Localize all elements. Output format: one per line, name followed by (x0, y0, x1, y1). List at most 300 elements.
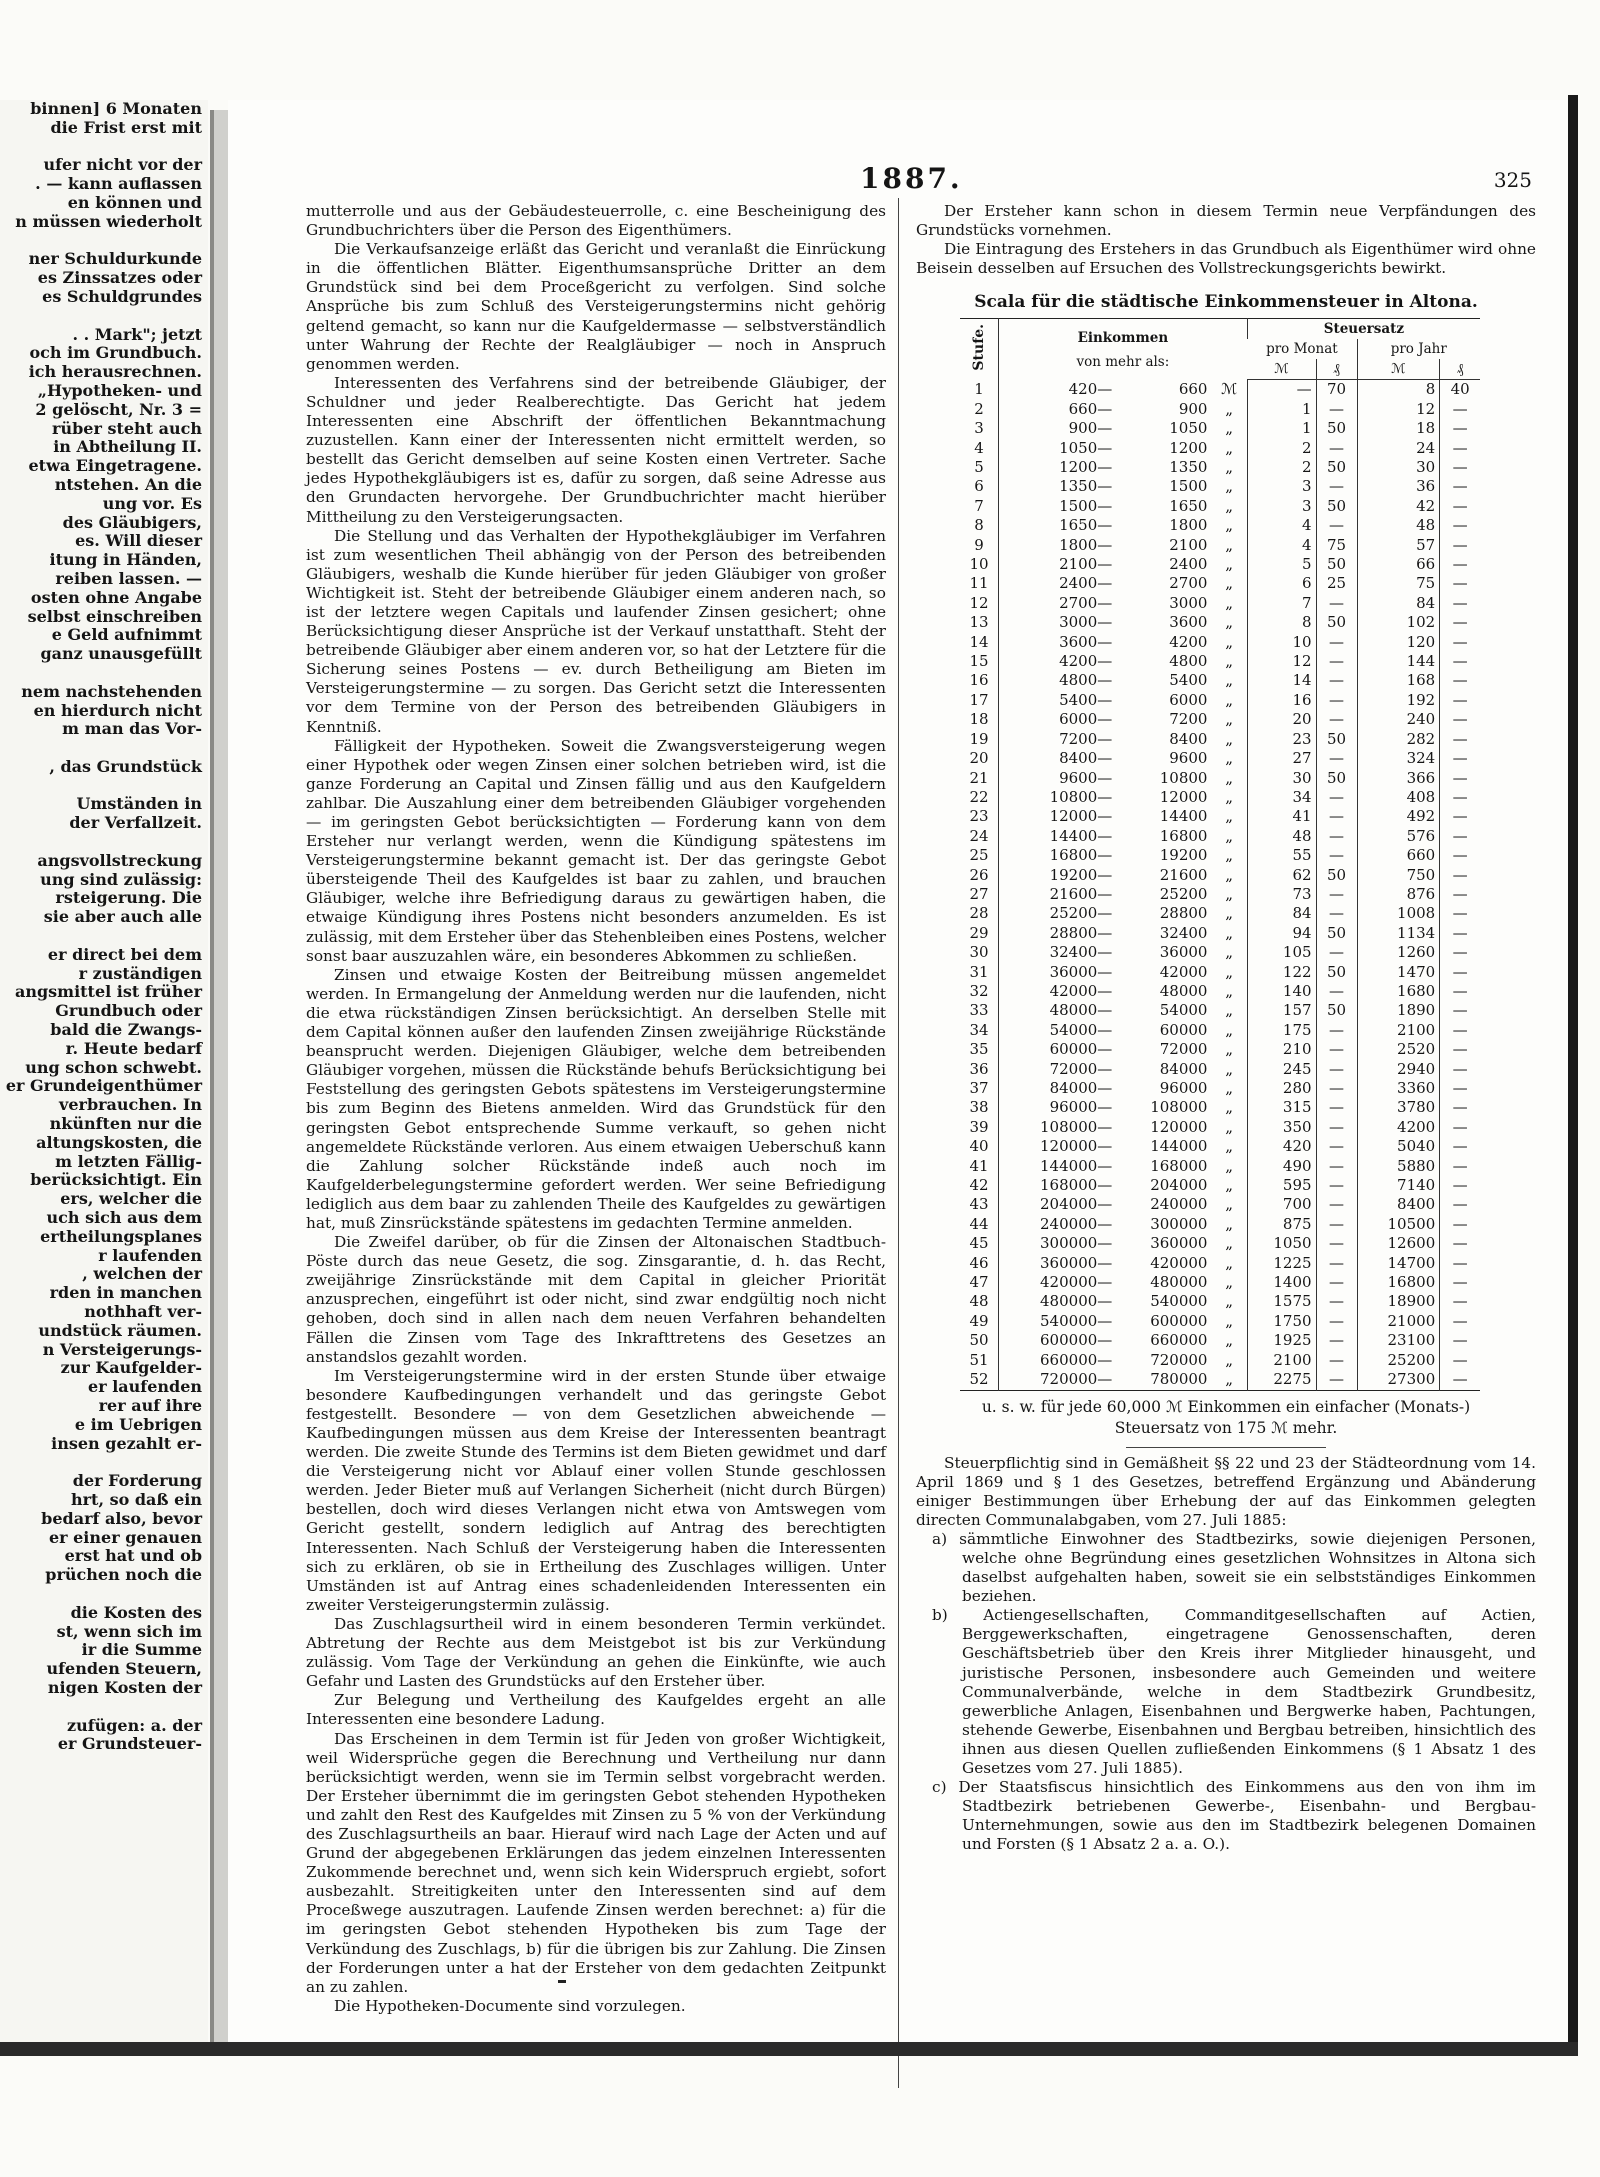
table-cell: — (1440, 710, 1480, 729)
table-cell: 1350— (999, 477, 1117, 496)
table-cell: 660 (1178, 380, 1208, 399)
table-cell: „ (1225, 593, 1233, 612)
left-page-fragment (0, 100, 208, 2045)
table-cell: 34 (1247, 788, 1316, 807)
left-page-line: ufer nicht vor der (43, 155, 202, 175)
table-cell: 3780 (1357, 1098, 1440, 1117)
table-cell: 60000 (1159, 1020, 1208, 1039)
left-page-line: ers, welcher die (60, 1189, 202, 1209)
paragraph: Das Erscheinen in dem Termin ist für Jeden von großer Wichtigkeit, weil Widersprüche gegen die Berechnung und Vertheilung nur dann berücksichtigt werden, wenn sie im Termin selbst vorgebracht werden. Der Ersteher übernimmt die im geringsten Gebot stehenden Hypotheken und zahlt den Rest des Kaufgeldes mit Zinsen zu 5 % von der Verkündung des Zuschlagsurtheils an baar. Hierauf wird nach Lage der Acten und auf Grund der abgegebenen Erklärungen das jedem einzelnen Interessenten Zukommende berechnet und, wenn sich kein Widerspruch ergiebt, sofort ausbezahlt. Streitigkeiten unter den Interessenten sind auf dem Proceßwege auszutragen. Laufende Zinsen werden berechnet: a) für die im geringsten Gebot stehenden Hypotheken bis zum Tage der Verkündung des Zuschlags, b) für die übrigen bis zur Zahlung. Die Zinsen der Forderungen unter a hat der Ersteher von dem gedachten Zeitpunkt an zu zahlen. (306, 1729, 886, 1996)
table-cell: — (1316, 1040, 1357, 1059)
table-cell: 96000 (1159, 1079, 1208, 1097)
table-cell: 2 (1247, 439, 1316, 458)
left-page-line (0, 232, 208, 251)
table-cell: — (1316, 1060, 1357, 1079)
table-row (960, 846, 1480, 865)
table-cell: „ (1225, 690, 1233, 709)
table-cell: 28 (969, 904, 989, 923)
table-cell: 11 (969, 574, 989, 593)
table-cell: 660000 (1150, 1331, 1208, 1350)
table-cell: 280 (1247, 1079, 1316, 1098)
table-cell: 50 (1316, 458, 1357, 477)
table-cell: 26 (969, 865, 989, 884)
table-cell: 50 (1316, 613, 1357, 632)
table-cell: — (1316, 1079, 1357, 1098)
table-cell: 6 (974, 477, 984, 496)
table-cell: „ (1225, 1059, 1233, 1078)
table-cell: 1750 (1247, 1312, 1316, 1331)
table-row (960, 691, 1480, 710)
table-cell: — (1316, 982, 1357, 1001)
table-cell: 108000 (1150, 1098, 1208, 1117)
table-cell: „ (1225, 865, 1233, 884)
table-row (960, 1098, 1480, 1117)
left-page-line: 2 gelöscht, Nr. 3 = (35, 399, 202, 419)
book-gutter (210, 110, 228, 2050)
table-cell: 36000 (1159, 943, 1208, 962)
table-row (960, 1215, 1480, 1234)
table-cell: 66 (1357, 555, 1440, 574)
left-page-line: r laufenden (98, 1245, 202, 1265)
left-page-line: angsmittel ist früher (14, 982, 202, 1002)
table-cell: 3600— (999, 633, 1117, 652)
col-header-stufe: Stufe. (971, 324, 987, 371)
table-cell: 28800 (1159, 904, 1208, 923)
table-cell: 144000— (999, 1157, 1117, 1176)
table-cell: — (1316, 516, 1357, 535)
table-cell: „ (1225, 768, 1233, 787)
table-cell: 1575 (1247, 1292, 1316, 1311)
table-cell: — (1440, 1060, 1480, 1079)
table-row (960, 1040, 1480, 1059)
table-cell: — (1316, 710, 1357, 729)
table-cell: 4800 (1169, 652, 1208, 671)
table-cell: „ (1225, 555, 1233, 574)
table-cell: „ (1225, 1253, 1233, 1272)
table-cell: 18900 (1357, 1292, 1440, 1311)
table-cell: 12000— (999, 807, 1117, 826)
table-cell: „ (1225, 574, 1233, 593)
table-cell: „ (1225, 710, 1233, 729)
table-cell: — (1316, 846, 1357, 865)
table-cell: 315 (1247, 1098, 1316, 1117)
table-cell: 1050— (999, 439, 1117, 458)
table-cell: 25200 (1357, 1351, 1440, 1370)
table-cell: 2700 (1169, 574, 1208, 593)
left-page-line: er einer genauen (48, 1527, 202, 1547)
left-page-line: nigen Kosten der (47, 1677, 202, 1697)
table-cell: 12 (969, 593, 989, 612)
table-cell: 1800— (999, 536, 1117, 555)
table-cell: 1500 (1169, 477, 1208, 496)
table-cell: 48 (1357, 516, 1440, 535)
table-cell: 20 (969, 749, 989, 768)
table-cell: 16800— (999, 846, 1117, 865)
table-cell: — (1247, 380, 1316, 400)
table-row (960, 963, 1480, 982)
left-page-line: e Geld aufnimmt (51, 625, 202, 645)
left-page-line: bedarf also, bevor (41, 1508, 202, 1528)
table-cell: — (1440, 749, 1480, 768)
table-cell: — (1440, 943, 1480, 962)
table-cell: — (1440, 1137, 1480, 1156)
table-cell: 175 (1247, 1021, 1316, 1040)
table-row (960, 924, 1480, 943)
table-cell: 600000 (1150, 1311, 1208, 1330)
table-cell: — (1316, 477, 1357, 496)
table-cell: 144000 (1150, 1137, 1208, 1156)
table-cell: 42000 (1159, 962, 1208, 981)
table-cell: 660000— (999, 1351, 1117, 1370)
left-page-line: hrt, so daß ein (70, 1489, 202, 1509)
table-cell: 48000— (999, 1001, 1117, 1020)
table-cell: — (1440, 691, 1480, 710)
table-cell: 4200 (1357, 1118, 1440, 1137)
table-cell: „ (1225, 904, 1233, 923)
tax-scale-table (960, 318, 1480, 1390)
table-cell: 13 (969, 613, 989, 632)
left-page-line (0, 1698, 208, 1717)
table-cell: 1400 (1247, 1273, 1316, 1292)
table-cell: „ (1225, 1350, 1233, 1369)
table-cell: — (1440, 594, 1480, 613)
table-cell: 1 (974, 380, 984, 399)
table-cell: — (1316, 1118, 1357, 1137)
table-cell: 16 (1247, 691, 1316, 710)
left-page-line: rsteigerung. Die (55, 888, 202, 908)
left-page-line: der Forderung (72, 1471, 202, 1491)
table-cell: „ (1225, 652, 1233, 671)
table-cell: — (1440, 1157, 1480, 1176)
table-row (960, 730, 1480, 749)
col-header-mark: ℳ (1247, 359, 1316, 380)
table-cell: — (1316, 1292, 1357, 1311)
table-cell: „ (1225, 1273, 1233, 1292)
table-cell: 42 (969, 1176, 989, 1195)
left-page-line: es Zinssatzes oder (37, 268, 202, 288)
table-cell: 84000— (999, 1079, 1117, 1098)
table-cell: — (1316, 1098, 1357, 1117)
table-row (960, 1273, 1480, 1292)
table-cell: 14700 (1357, 1254, 1440, 1273)
table-cell: „ (1225, 981, 1233, 1000)
table-row (960, 1234, 1480, 1253)
table-cell: 55 (1247, 846, 1316, 865)
left-page-line (0, 664, 208, 683)
table-cell: 6 (1247, 574, 1316, 593)
table-cell: 27 (969, 884, 989, 903)
table-cell: — (1440, 1292, 1480, 1311)
table-cell: 144 (1357, 652, 1440, 671)
table-row (960, 380, 1480, 400)
paragraph: Zinsen und etwaige Kosten der Beitreibung müssen angemeldet werden. In Ermangelung der Anmeldung werden nur die laufenden, nicht die etwa rückständigen Zinsen berücksichtigt. An derselben Stelle mit dem Capital können außer den laufenden Zinsen zweijährige Rückstände beansprucht werden. Diejenigen Gläubiger, welche dem betreibenden Gläubiger vorgehen, müssen die Rückstände behufs Berücksichtigung bei Feststellung des geringsten Gebots spätestens im Versteigerungstermine bis zum Beginn des Bietens anmelden. Wird das Grundstück für den geringsten Gebot entsprechende Summe verkauft, so gehen nicht angemeldete Rückstände verloren. Aus einem etwaigen Ueberschuß kann die Zahlung solcher Rückstände indeß auch noch im Kaufgelderbelegungstermine gefordert werden. Wer seine Befriedigung lediglich aus dem baar zu zahlenden Theile des Kaufgeldes zu gewärtigen hat, muß Zinsrückstände spätestens im gedachten Termine anmelden. (306, 965, 886, 1232)
left-page-line: selbst einschreiben (27, 606, 202, 626)
table-cell: 420000 (1150, 1253, 1208, 1272)
table-cell: 27 (1247, 749, 1316, 768)
left-page-line (0, 1453, 208, 1472)
left-page-line: , das Grundstück (49, 756, 202, 776)
table-cell: — (1440, 769, 1480, 788)
table-cell: 8400 (1357, 1195, 1440, 1214)
table-cell: 14 (969, 632, 989, 651)
table-cell: — (1440, 1331, 1480, 1350)
left-page-line: Umständen in (76, 794, 202, 814)
table-cell: 480000— (999, 1292, 1117, 1311)
left-page-line: itung in Händen, (49, 550, 202, 570)
table-cell: — (1440, 807, 1480, 826)
table-row (960, 1370, 1480, 1390)
table-cell: 12 (1247, 652, 1316, 671)
table-cell: 19 (969, 729, 989, 748)
table-cell: 300000— (999, 1234, 1117, 1253)
table-cell: 5 (1247, 555, 1316, 574)
table-cell: 24 (1357, 439, 1440, 458)
table-cell: 408 (1357, 788, 1440, 807)
table-cell: 168000— (999, 1176, 1117, 1195)
paragraph: Die Hypotheken-Documente sind vorzulegen. (334, 1996, 686, 2015)
table-cell: 36 (1357, 477, 1440, 496)
table-cell: 2100 (1169, 535, 1208, 554)
table-cell: 3 (1247, 477, 1316, 496)
table-cell: 32 (969, 981, 989, 1000)
table-cell: 1350 (1169, 458, 1208, 476)
table-cell: — (1440, 419, 1480, 438)
table-cell: — (1440, 904, 1480, 923)
table-cell: 3000 (1169, 593, 1208, 612)
table-cell: „ (1225, 962, 1233, 981)
table-cell: 2100 (1247, 1351, 1316, 1370)
table-cell: 12 (1357, 400, 1440, 419)
table-cell: 122 (1247, 963, 1316, 982)
table-cell: 50 (1316, 963, 1357, 982)
left-page-line: binnen] 6 Monaten (30, 100, 202, 118)
table-cell: 360000— (999, 1254, 1117, 1273)
left-page-line: e im Uebrigen (74, 1414, 202, 1434)
table-cell: 4 (974, 438, 984, 457)
table-cell: 4200 (1169, 632, 1208, 651)
table-cell: — (1316, 1273, 1357, 1292)
table-row (960, 516, 1480, 535)
table-cell: — (1440, 1098, 1480, 1117)
table-cell: 2100— (999, 555, 1117, 574)
table-cell: 25200 (1159, 884, 1208, 903)
left-page-line: nothhaft ver- (84, 1302, 202, 1321)
table-cell: 14400— (999, 827, 1117, 846)
table-cell: — (1316, 1195, 1357, 1214)
table-cell: 140 (1247, 982, 1316, 1001)
table-cell: 22 (969, 787, 989, 806)
table-row (960, 982, 1480, 1001)
table-cell: 18 (969, 710, 989, 729)
table-cell: „ (1225, 1234, 1233, 1253)
table-cell: — (1440, 652, 1480, 671)
table-cell: 2400— (999, 574, 1117, 593)
table-cell: — (1316, 943, 1357, 962)
table-cell: 47 (969, 1273, 989, 1292)
left-page-line: r zuständigen (78, 963, 202, 983)
table-row (960, 1118, 1480, 1137)
table-cell: — (1440, 555, 1480, 574)
section-divider (1126, 1447, 1326, 1448)
table-cell: 28800— (999, 924, 1117, 943)
table-cell: 25200— (999, 904, 1117, 923)
table-row (960, 1254, 1480, 1273)
table-cell: 43 (969, 1195, 989, 1214)
table-row (960, 652, 1480, 671)
list-item: a) sämmtliche Einwohner des Stadtbezirks, sowie diejenigen Personen, welche ohne Begründung eines gesetzlichen Wohnsitzes in Altona sich daselbst aufgehalten haben, soweit sie ein selbstständiges Einkommen beziehen. (932, 1529, 1536, 1606)
table-cell: 84 (1357, 594, 1440, 613)
table-cell: — (1440, 633, 1480, 652)
left-page-line: rden in manchen (49, 1283, 202, 1303)
left-page-line: en können und (67, 192, 202, 212)
table-cell: 7 (974, 496, 984, 515)
table-cell: „ (1225, 458, 1233, 476)
table-cell: „ (1225, 632, 1233, 651)
table-cell: 600000— (999, 1331, 1117, 1350)
table-cell: 50 (1316, 1001, 1357, 1020)
table-cell: 72000 (1159, 1040, 1208, 1059)
table-cell: 20 (1247, 710, 1316, 729)
table-cell: — (1440, 613, 1480, 632)
table-cell: 50 (1316, 555, 1357, 574)
table-cell: 1008 (1357, 904, 1440, 923)
table-row (960, 497, 1480, 516)
table-cell: 1500— (999, 497, 1117, 516)
table-cell: 120000— (999, 1137, 1117, 1156)
table-cell: „ (1225, 1214, 1233, 1233)
table-cell: „ (1225, 1117, 1233, 1136)
left-page-line: des Gläubigers, (62, 512, 202, 532)
table-cell: 2400 (1169, 555, 1208, 574)
left-page-line: och im Grundbuch. (29, 343, 202, 363)
table-cell: 192 (1357, 691, 1440, 710)
table-cell: 46 (969, 1253, 989, 1272)
table-cell: — (1440, 477, 1480, 496)
table-cell: 48 (969, 1292, 989, 1311)
table-cell: 168000 (1150, 1156, 1208, 1175)
table-cell: — (1316, 807, 1357, 826)
table-row (960, 613, 1480, 632)
left-page-line: osten ohne Angabe (30, 587, 202, 607)
col-header-steuersatz: Steuersatz (1247, 319, 1480, 340)
table-cell: 32400— (999, 943, 1117, 962)
table-cell: 2100 (1357, 1021, 1440, 1040)
table-cell: — (1316, 1176, 1357, 1195)
table-cell: 9 (974, 535, 984, 554)
left-page-line: etwa Eingetragene. (28, 456, 202, 476)
table-cell: 38 (969, 1098, 989, 1117)
table-cell: 780000 (1150, 1370, 1208, 1389)
table-row (960, 1060, 1480, 1079)
table-cell: 157 (1247, 1001, 1316, 1020)
table-row (960, 419, 1480, 438)
table-cell: 5 (974, 458, 984, 476)
table-cell: 480000 (1150, 1273, 1208, 1292)
table-cell: 540000 (1150, 1292, 1208, 1311)
table-cell: 3 (1247, 497, 1316, 516)
table-row (960, 1021, 1480, 1040)
paragraph: Der Ersteher kann schon in diesem Termin neue Verpfändungen des Grundstücks vornehmen. (916, 202, 1536, 240)
table-row (960, 574, 1480, 593)
page-325 (228, 100, 1568, 2042)
left-page-line: der Verfallzeit. (69, 813, 202, 833)
table-cell: 240000— (999, 1215, 1117, 1234)
table-cell: 1200— (999, 458, 1117, 477)
table-row (960, 769, 1480, 788)
table-cell: 5040 (1357, 1137, 1440, 1156)
table-cell: „ (1225, 419, 1233, 438)
left-page-line: berücksichtigt. Ein (30, 1170, 202, 1190)
left-page-line: n müssen wiederholt (15, 211, 202, 231)
left-page-line: bald die Zwangs- (50, 1020, 202, 1040)
table-cell: 21 (969, 768, 989, 787)
table-cell: 3000— (999, 613, 1117, 632)
table-cell: 420000— (999, 1273, 1117, 1292)
table-cell: — (1440, 1254, 1480, 1273)
left-page-line (0, 833, 208, 852)
table-cell: 120 (1357, 633, 1440, 652)
table-cell: 1225 (1247, 1254, 1316, 1273)
table-cell: 4200— (999, 652, 1117, 671)
left-page-line (0, 927, 208, 946)
table-cell: „ (1225, 516, 1233, 535)
table-cell: 1470 (1357, 963, 1440, 982)
paragraph: Das Zuschlagsurtheil wird in einem besonderen Termin verkündet. Abtretung der Rechte aus dem Meistgebot ist bis zur Verkündung zulässig. Vom Tage der Verkündung an gehen die Einkünfte, wie auch Gefahr und Lasten des Grundstücks auf den Ersteher über. (306, 1614, 886, 1691)
table-cell: 1050 (1169, 419, 1208, 438)
table-cell: 576 (1357, 827, 1440, 846)
table-row (960, 885, 1480, 904)
left-page-line: ganz unausgefüllt (40, 644, 202, 664)
table-cell: — (1440, 827, 1480, 846)
left-page-line: ufenden Steuern, (46, 1659, 202, 1679)
left-page-line (0, 138, 208, 157)
table-cell: 70 (1316, 380, 1357, 400)
table-cell: — (1316, 1234, 1357, 1253)
table-cell: — (1440, 730, 1480, 749)
left-page-line: erst hat und ob (64, 1546, 202, 1566)
left-page-line: die Kosten des (70, 1602, 202, 1622)
table-cell: — (1316, 788, 1357, 807)
table-cell: „ (1225, 496, 1233, 515)
table-cell: 5880 (1357, 1157, 1440, 1176)
table-cell: 40 (1440, 380, 1480, 400)
table-cell: 204000— (999, 1195, 1117, 1214)
table-cell: — (1316, 1370, 1357, 1390)
table-cell: 8 (1357, 380, 1440, 400)
table-cell: „ (1225, 1020, 1233, 1039)
left-page-line: . . Mark"; jetzt (72, 324, 202, 344)
left-page-line: nkünften nur die (49, 1114, 202, 1134)
table-cell: 42 (1357, 497, 1440, 516)
left-page-line: rüber steht auch (52, 418, 202, 438)
col-header-pf: ₰ (1316, 359, 1357, 380)
left-page-line: undstück räumen. (38, 1320, 202, 1340)
table-cell: 7200— (999, 730, 1117, 749)
page-header (228, 162, 1568, 195)
scan-frame-right (1568, 95, 1578, 2055)
table-cell: — (1316, 885, 1357, 904)
table-cell: 40 (969, 1137, 989, 1156)
table-cell: „ (1225, 1079, 1233, 1097)
table-cell: 2700— (999, 594, 1117, 613)
table-cell: 75 (1357, 574, 1440, 593)
table-cell: — (1316, 1351, 1357, 1370)
paragraph: Die Zweifel darüber, ob für die Zinsen der Altonaischen Stadtbuch-Pöste durch das neue Gesetz, die sog. Zinsgarantie, d. h. das Recht, zweijährige Zinsrückstände mit dem Capital in gleicher Priorität anzusprechen, eingeführt ist oder nicht, sind zwar endgültig noch nicht gehoben, doch sind in allen nach dem neuen Verfahren behandelten Fällen die Zinsen vom Tage des Inkrafttretens des Gesetzes an anstandslos gezahlt worden. (306, 1233, 886, 1366)
table-cell: — (1440, 671, 1480, 690)
table-cell: 720000 (1150, 1350, 1208, 1369)
table-cell: „ (1225, 1098, 1233, 1117)
table-cell: — (1316, 439, 1357, 458)
